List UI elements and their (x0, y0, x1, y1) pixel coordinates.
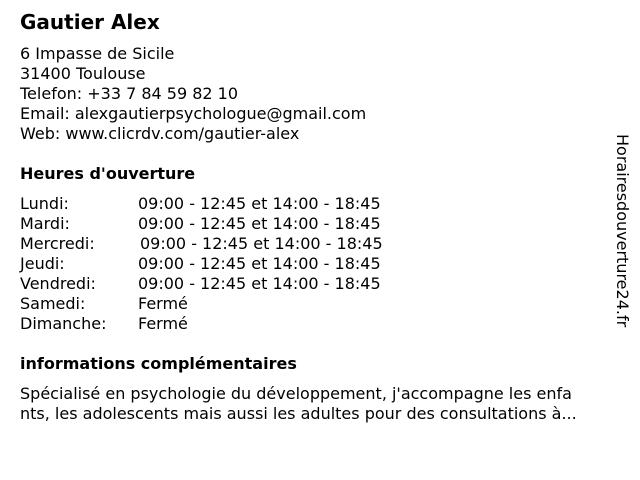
address-line-city: 31400 Toulouse (20, 64, 146, 83)
time-range: 09:00 - 12:45 et 14:00 - 18:45 (138, 254, 381, 273)
additional-info-text (20, 384, 630, 424)
opening-hours-heading: Heures d'ouverture (20, 164, 196, 183)
time-range: 09:00 - 12:45 et 14:00 - 18:45 (138, 274, 381, 293)
contact-block (20, 44, 366, 144)
address-line-street: 6 Impasse de Sicile (20, 44, 175, 63)
day-label: Lundi: (20, 194, 69, 213)
website-url: Web: www.clicrdv.com/gautier-alex (20, 124, 300, 143)
day-label: Dimanche: (20, 314, 107, 333)
info-line-1: Spécialisé en psychologie du développement, j'accompagne les enfa (20, 384, 572, 403)
time-range: 09:00 - 12:45 et 14:00 - 18:45 (138, 194, 381, 213)
time-range: 09:00 - 12:45 et 14:00 - 18:45 (138, 214, 381, 233)
day-label: Mercredi: (20, 234, 95, 253)
site-watermark: Horairesdouverture24.fr (613, 134, 632, 328)
phone-number: Telefon: +33 7 84 59 82 10 (20, 84, 239, 103)
time-range: Fermé (138, 314, 188, 333)
day-label: Samedi: (20, 294, 86, 313)
time-range: 09:00 - 12:45 et 14:00 - 18:45 (140, 234, 383, 253)
day-label: Jeudi: (20, 254, 65, 273)
business-name: Gautier Alex (20, 10, 160, 34)
day-label: Mardi: (20, 214, 70, 233)
day-label: Vendredi: (20, 274, 96, 293)
time-range: Fermé (138, 294, 188, 313)
additional-info-heading: informations complémentaires (20, 354, 297, 373)
email-address: Email: alexgautierpsychologue@gmail.com (20, 104, 367, 123)
info-line-2: nts, les adolescents mais aussi les adultes pour des consultations à... (20, 404, 577, 423)
